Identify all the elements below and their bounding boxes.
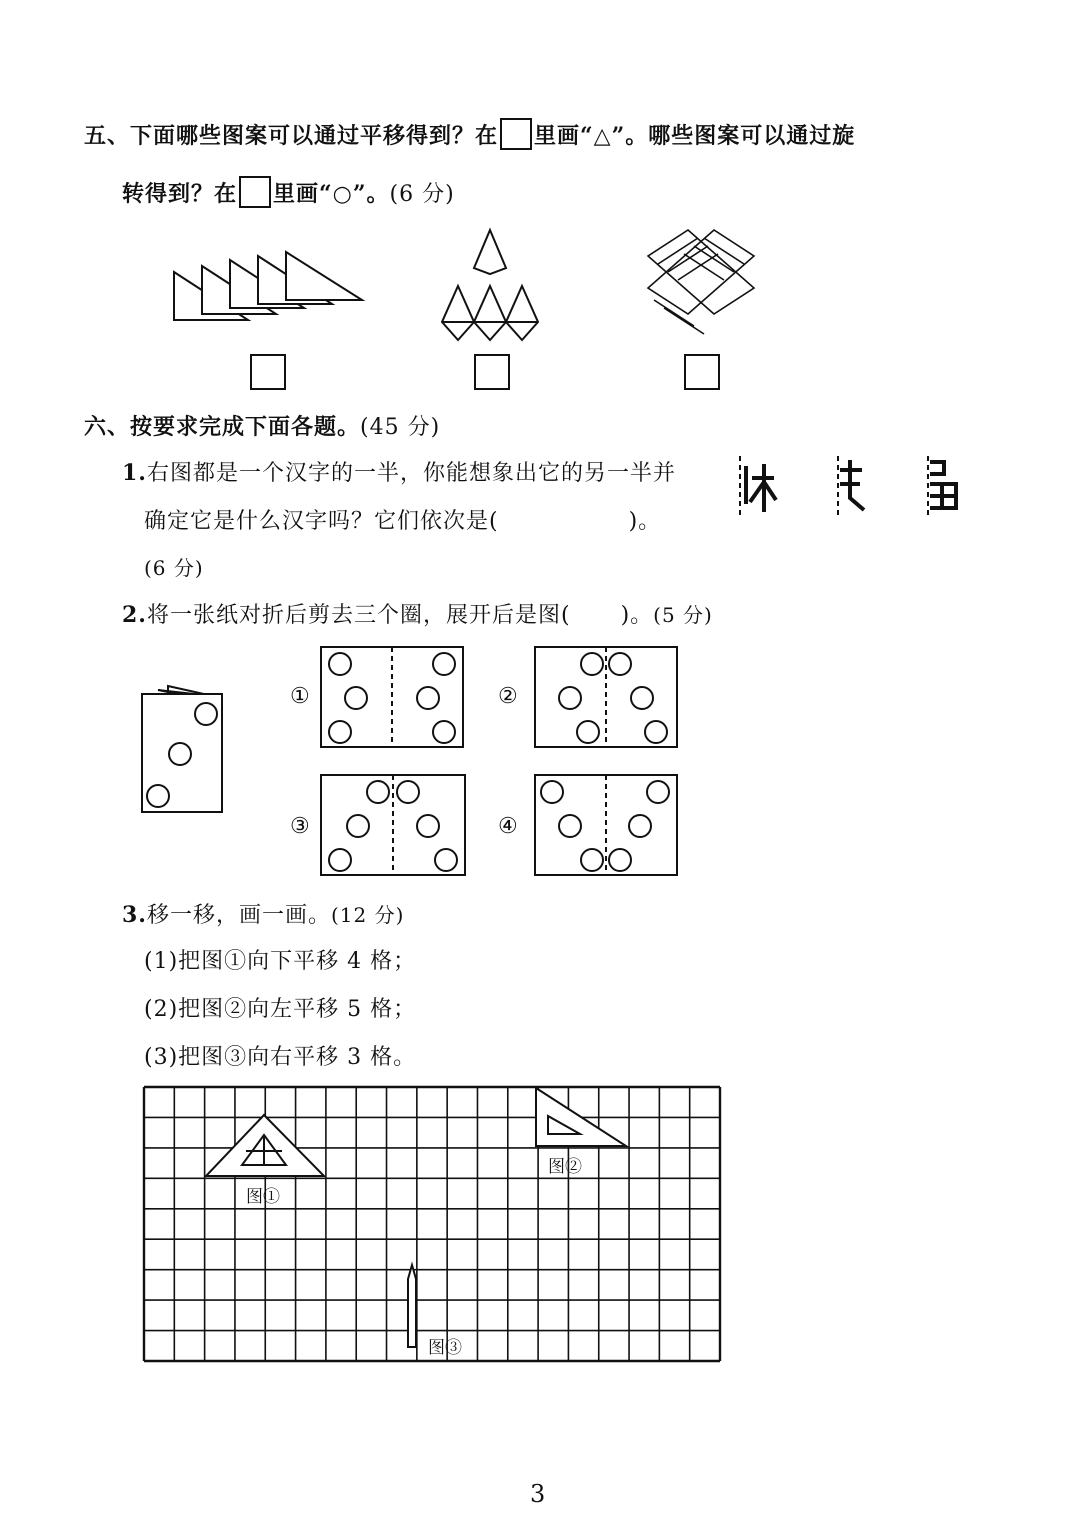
translation-grid[interactable] bbox=[142, 1085, 722, 1363]
option-label-3[interactable]: ③ bbox=[290, 814, 310, 839]
section5-score: (6 分) bbox=[389, 182, 455, 207]
q3-title bbox=[122, 898, 404, 929]
q3-number: 3. bbox=[122, 902, 147, 928]
option-label-2[interactable]: ② bbox=[498, 684, 518, 709]
folded-paper-figure bbox=[138, 680, 230, 820]
answer-box-1[interactable] bbox=[250, 354, 286, 390]
q3-step-2: (2)把图②向左平移 5 格； bbox=[144, 997, 417, 1022]
figure-1-label: 图① bbox=[246, 1187, 280, 1207]
rotated-diamonds-figure bbox=[442, 230, 538, 340]
q1-number: 1. bbox=[122, 460, 147, 486]
answer-box-2[interactable] bbox=[474, 354, 510, 390]
option-3-figure[interactable] bbox=[320, 774, 466, 878]
section5-line1-b: 里画“△”。哪些图案可以通过旋 bbox=[534, 123, 856, 149]
section5-figures bbox=[0, 220, 1080, 400]
q3-score: (12 分) bbox=[330, 903, 405, 927]
option-2-figure[interactable] bbox=[534, 646, 678, 750]
answer-box-sample bbox=[500, 118, 532, 150]
option-label-1[interactable]: ① bbox=[290, 684, 310, 709]
q1-text-line2a: 确定它是什么汉字吗？它们依次是( bbox=[144, 509, 499, 534]
page-number: 3 bbox=[530, 1480, 546, 1508]
section5-line1 bbox=[84, 118, 855, 150]
figure-3-label: 图③ bbox=[428, 1338, 462, 1358]
q2-text-b: )。 bbox=[620, 603, 654, 628]
answer-box-3[interactable] bbox=[684, 354, 720, 390]
section5-line1-a: 五、下面哪些图案可以通过平移得到？在 bbox=[84, 123, 499, 149]
q3-title-text: 移一移，画一画。 bbox=[146, 903, 331, 928]
option-1-figure[interactable] bbox=[320, 646, 464, 750]
translated-triangles-figure bbox=[174, 252, 362, 320]
figure-1-set-square bbox=[206, 1115, 324, 1176]
q1-score: (6 分) bbox=[144, 556, 204, 580]
q1-text-line2b: )。 bbox=[628, 509, 662, 534]
rotated-bars-figure bbox=[648, 230, 754, 340]
figure-2-label: 图② bbox=[548, 1157, 582, 1177]
q1-text-line1: 右图都是一个汉字的一半，你能想象出它的另一半并 bbox=[146, 461, 676, 486]
answer-box-sample bbox=[239, 176, 271, 208]
section5-line2-b: 里画“○”。 bbox=[273, 181, 390, 207]
section5-line2 bbox=[122, 176, 455, 208]
q1-line2 bbox=[144, 504, 661, 535]
q1-line1 bbox=[122, 456, 676, 487]
section6-title bbox=[84, 410, 440, 441]
option-4-figure[interactable] bbox=[534, 774, 678, 878]
q3-step-1: (1)把图①向下平移 4 格； bbox=[144, 949, 417, 974]
option-label-4[interactable]: ④ bbox=[498, 814, 518, 839]
q2-line bbox=[122, 598, 713, 629]
section6-title-text: 六、按要求完成下面各题。 bbox=[84, 414, 361, 440]
section5-line2-a: 转得到？在 bbox=[122, 181, 238, 207]
q2-number: 2. bbox=[122, 602, 147, 628]
q3-step-3: (3)把图③向右平移 3 格。 bbox=[144, 1045, 417, 1070]
half-characters bbox=[730, 452, 980, 524]
section6-score: (45 分) bbox=[360, 415, 441, 440]
q2-text-a: 将一张纸对折后剪去三个圈，展开后是图( bbox=[146, 603, 571, 628]
q2-score: (5 分) bbox=[653, 603, 713, 627]
figure-3-pencil bbox=[408, 1265, 416, 1347]
